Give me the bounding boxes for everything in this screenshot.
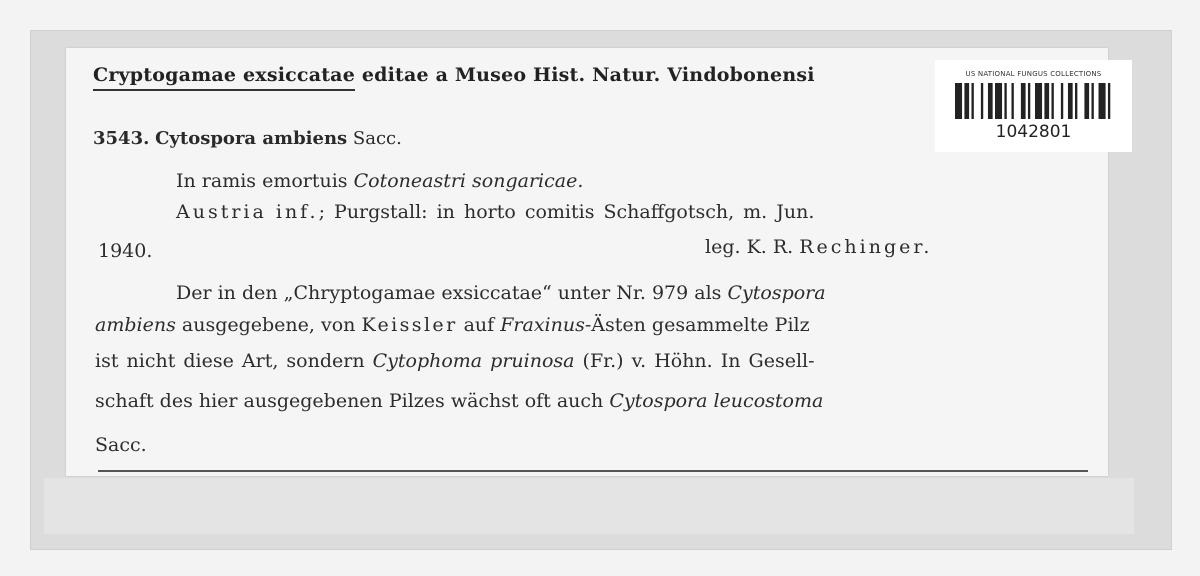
note-text: als	[694, 282, 722, 304]
barcode-bar	[1099, 83, 1106, 119]
locality-text: Purgstall: in horto comitis Schaffgotsch, m. Jun.	[334, 201, 815, 223]
note-taxon: Cytophoma pruinosa	[372, 350, 575, 372]
barcode-bar	[1061, 83, 1063, 119]
locality-region: Austria inf.;	[176, 201, 328, 223]
barcode-bars	[955, 83, 1115, 119]
barcode-bar	[1051, 83, 1053, 119]
barcode-bar	[964, 83, 969, 119]
note-text: auf	[463, 314, 495, 336]
year-line	[98, 240, 152, 262]
host-taxon: Cotoneastri songaricae.	[353, 170, 584, 192]
note-taxon: Cytospora	[727, 282, 826, 304]
barcode-bar	[1028, 83, 1030, 119]
barcode-bar	[1075, 83, 1077, 119]
note-taxon: Cytospora leucostoma	[609, 390, 824, 412]
barcode-number: 1042801	[995, 122, 1072, 142]
barcode-bar	[995, 83, 1002, 119]
note-text: Sacc.	[95, 434, 147, 456]
note-taxon: ambiens	[95, 314, 176, 336]
barcode-bar	[1035, 83, 1042, 119]
barcode-label	[935, 60, 1132, 152]
species-name: Cytospora ambiens	[155, 128, 348, 149]
exsiccata-number: 3543.	[93, 128, 150, 149]
note-line-2	[95, 314, 810, 336]
note-line-4	[95, 390, 823, 412]
barcode-bar	[1044, 83, 1049, 119]
label-header	[93, 64, 815, 86]
collector-name: Rechinger.	[799, 236, 933, 258]
note-text: (Fr.) v. Höhn. In Gesell-	[582, 350, 815, 372]
species-line	[93, 128, 402, 149]
species-author: Sacc.	[352, 128, 402, 149]
barcode-bar	[981, 83, 983, 119]
collection-year: 1940.	[98, 240, 153, 262]
collector-line	[705, 236, 932, 258]
note-line-5	[95, 434, 147, 456]
series-title: Cryptogamae exsiccatae	[93, 64, 355, 91]
note-text: ausgegebene, von	[181, 314, 356, 336]
note-text: Der in den „Chryptogamae exsiccatae“ unter Nr.	[176, 282, 646, 304]
note-text: -Ästen gesammelte Pilz	[584, 314, 810, 336]
barcode-bar	[1004, 83, 1006, 119]
note-number: 979	[651, 282, 689, 304]
locality-line	[176, 201, 814, 223]
note-text: schaft des hier ausgegebenen Pilzes wächst oft auch	[95, 390, 604, 412]
barcode-bar	[955, 83, 962, 119]
barcode-bar	[1068, 83, 1073, 119]
barcode-bar	[1084, 83, 1089, 119]
series-publisher: editae a Museo Hist. Natur. Vindobonensi	[361, 64, 815, 86]
note-line-3	[95, 350, 815, 372]
label-bottom-edge	[98, 470, 1088, 472]
barcode-bar	[1021, 83, 1026, 119]
host-prefix: In ramis emortuis	[176, 170, 348, 192]
barcode-bar	[988, 83, 993, 119]
barcode-bar	[1108, 83, 1110, 119]
barcode-bar	[1091, 83, 1093, 119]
mount-lower-strip	[44, 478, 1134, 534]
collector-prefix: leg. K. R.	[705, 236, 794, 258]
note-text: ist nicht diese Art, sondern	[95, 350, 365, 372]
barcode-bar	[971, 83, 973, 119]
barcode-bar	[1011, 83, 1013, 119]
barcode-caption: US NATIONAL FUNGUS COLLECTIONS	[965, 70, 1102, 78]
note-host: Fraxinus	[500, 314, 585, 336]
host-line	[176, 170, 583, 192]
note-person: Keissler	[361, 314, 458, 336]
note-line-1	[176, 282, 826, 304]
